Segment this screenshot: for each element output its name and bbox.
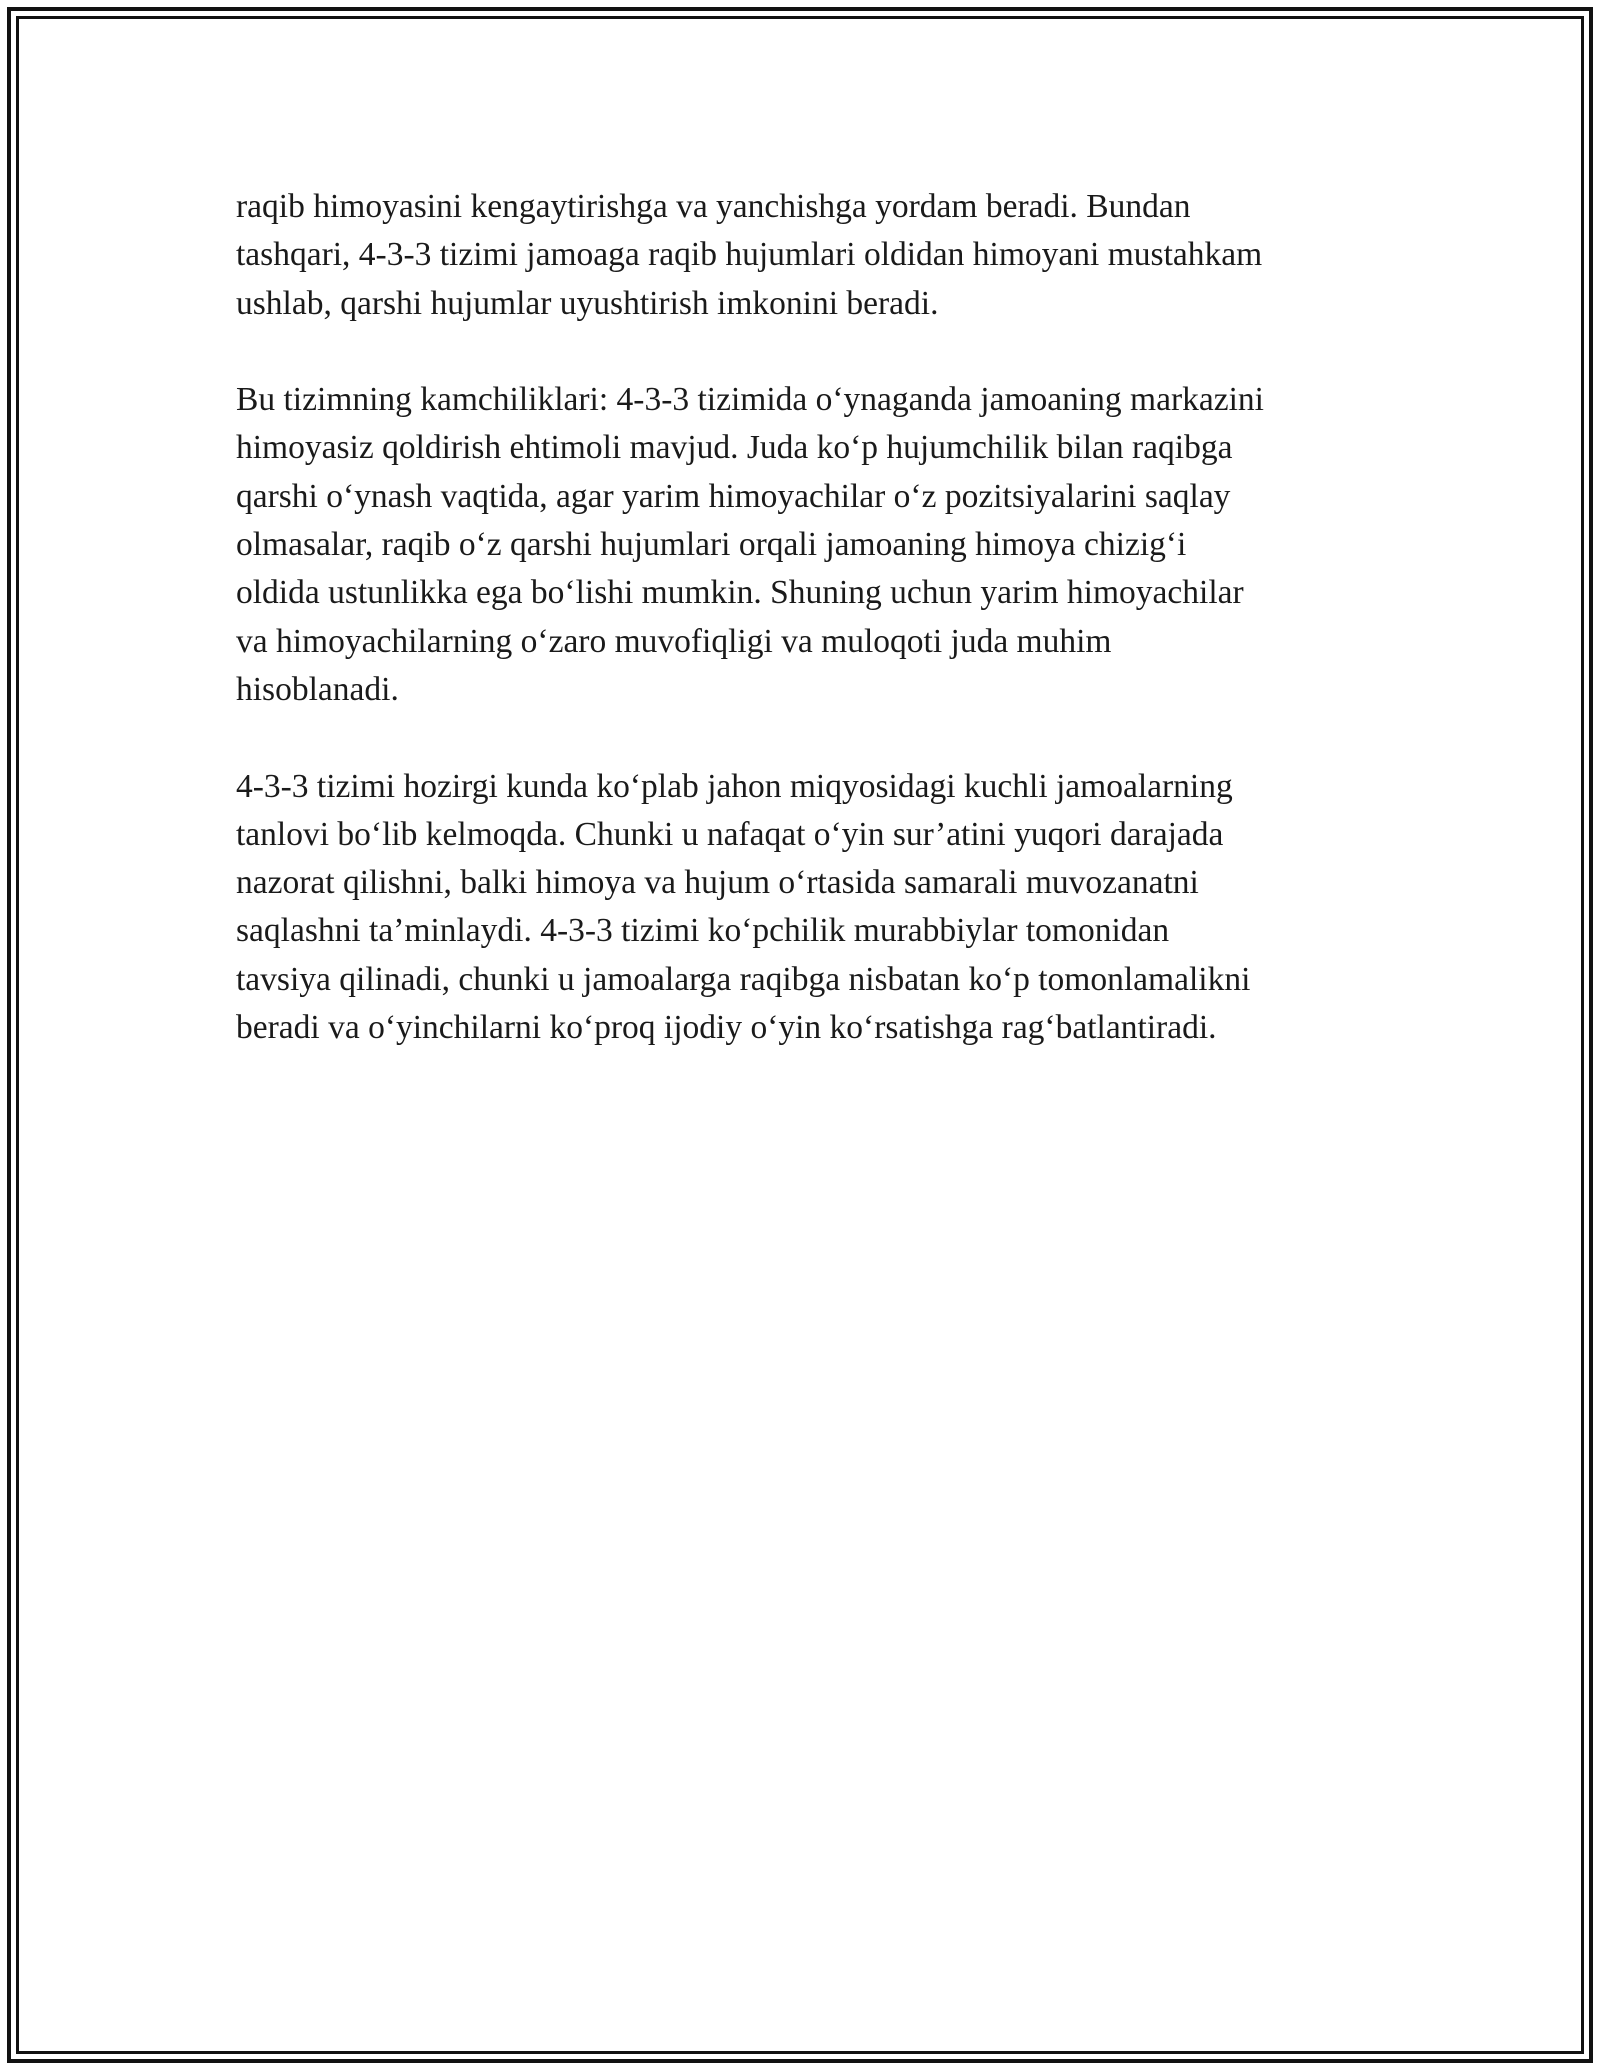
text-line: himoyasiz qoldirish ehtimoli mavjud. Juda ko‘p hujumchilik bilan raqibga: [236, 429, 1233, 467]
text-line: 4-3-3 tizimi hozirgi kunda ko‘plab jahon miqyosidagi kuchli jamoalarning: [236, 767, 1233, 805]
text-line: qarshi o‘ynash vaqtida, agar yarim himoyachilar o‘z pozitsiyalarini saqlay: [236, 477, 1231, 515]
text-line: beradi va o‘yinchilarni ko‘proq ijodiy o‘yin ko‘rsatishga rag‘batlantiradi.: [236, 1009, 1217, 1047]
document-body: [236, 183, 1386, 1101]
paragraph-3: [236, 763, 1386, 1053]
text-line: tashqari, 4-3-3 tizimi jamoaga raqib hujumlari oldidan himoyani mustahkam: [236, 236, 1263, 274]
paragraph-2: [236, 376, 1386, 714]
text-line: hisoblanadi.: [236, 670, 399, 708]
text-line: va himoyachilarning o‘zaro muvofiqligi va muloqoti juda muhim: [236, 622, 1112, 660]
text-line: oldida ustunlikka ega bo‘lishi mumkin. Shuning uchun yarim himoyachilar: [236, 574, 1244, 612]
text-line: tavsiya qilinadi, chunki u jamoalarga raqibga nisbatan ko‘p tomonlamalikni: [236, 960, 1251, 998]
text-line: nazorat qilishni, balki himoya va hujum o‘rtasida samarali muvozanatni: [236, 864, 1199, 902]
text-line: olmasalar, raqib o‘z qarshi hujumlari orqali jamoaning himoya chizig‘i: [236, 526, 1187, 564]
text-line: Bu tizimning kamchiliklari: 4-3-3 tizimida o‘ynaganda jamoaning markazini: [236, 381, 1264, 419]
text-line: ushlab, qarshi hujumlar uyushtirish imkonini beradi.: [236, 284, 939, 322]
text-line: tanlovi bo‘lib kelmoqda. Chunki u nafaqat o‘yin sur’atini yuqori darajada: [236, 815, 1224, 853]
text-line: saqlashni ta’minlaydi. 4-3-3 tizimi ko‘pchilik murabbiylar tomonidan: [236, 912, 1170, 950]
paragraph-1: [236, 183, 1386, 328]
text-line: raqib himoyasini kengaytirishga va yanchishga yordam beradi. Bundan: [236, 188, 1191, 225]
